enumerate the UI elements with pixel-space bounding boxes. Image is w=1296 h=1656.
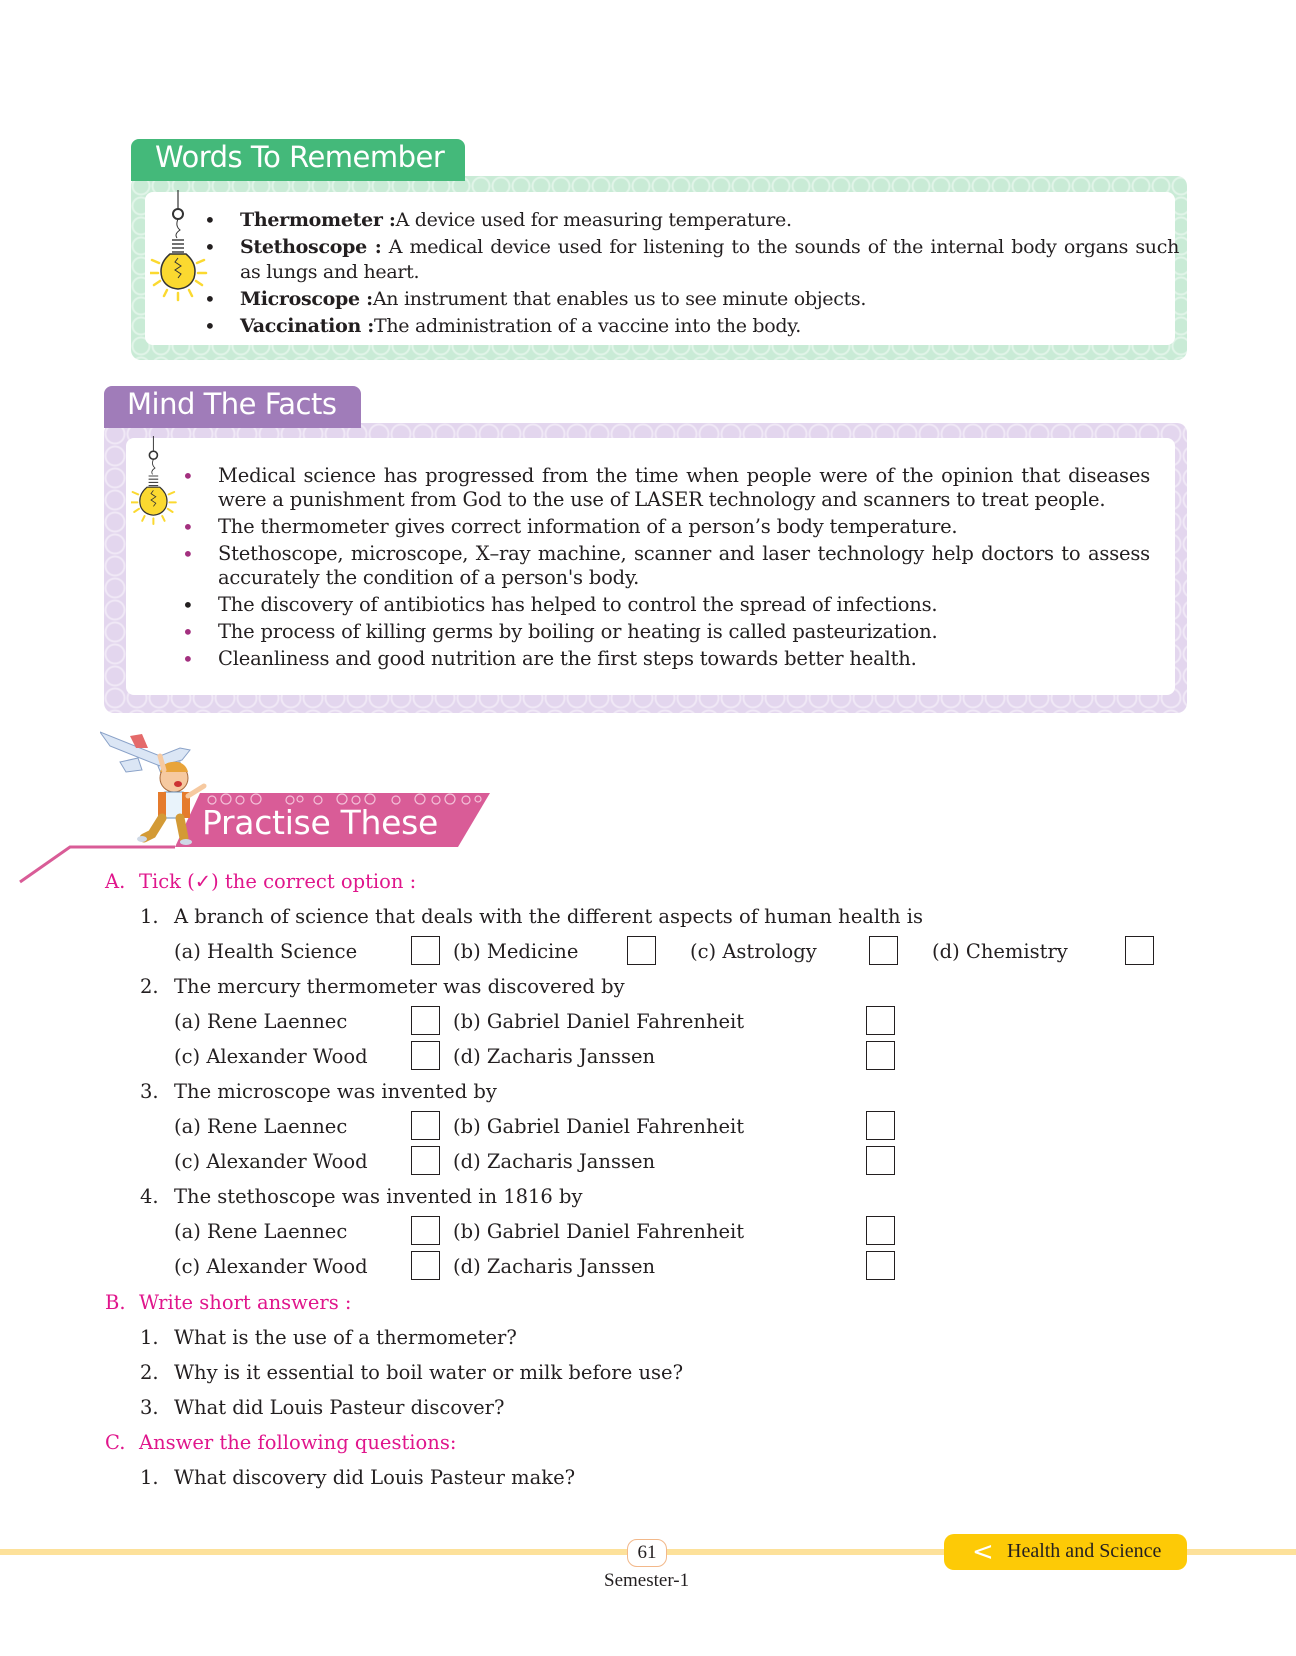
question-number: 2. (140, 1361, 159, 1384)
section-heading-text: Write short answers : (139, 1291, 352, 1314)
fact-item: • The discovery of antibiotics has helped to control the spread of infections. (182, 593, 1150, 617)
words-to-remember-tab (131, 139, 465, 181)
question-number: 3. (140, 1080, 159, 1103)
short-answer-question (140, 1396, 504, 1419)
option-checkbox[interactable] (411, 936, 440, 965)
mind-the-facts-title: Mind The Facts (127, 387, 337, 421)
option-checkbox[interactable] (866, 1006, 895, 1035)
term-item (204, 235, 1179, 285)
option-checkbox[interactable] (411, 1251, 440, 1280)
practise-these-title: Practise These (202, 803, 439, 842)
option-checkbox[interactable] (866, 1146, 895, 1175)
section-b-heading (105, 1291, 351, 1314)
option-checkbox[interactable] (411, 1006, 440, 1035)
chapter-title: Health and Science (1007, 1540, 1162, 1562)
words-to-remember-title: Words To Remember (155, 140, 445, 174)
option-checkbox[interactable] (411, 1041, 440, 1070)
question-number: 1. (140, 905, 159, 928)
fact-item: • The thermometer gives correct information of a person’s body temperature. (182, 515, 1150, 539)
fact-item: • Stethoscope, microscope, X–ray machine, scanner and laser technology help doctors to assess accurately the condition of a person's body. (182, 542, 1150, 590)
option-label: (d) Chemistry (932, 940, 1068, 963)
option-checkbox[interactable] (411, 1146, 440, 1175)
question-number: 1. (140, 1326, 159, 1349)
question-number: 3. (140, 1396, 159, 1419)
option-label: (a) Rene Laennec (174, 1010, 348, 1033)
section-letter: C. (105, 1431, 126, 1454)
semester-label: Semester-1 (604, 1570, 690, 1591)
option-label: (b) Medicine (453, 940, 579, 963)
term-label: Thermometer : (240, 209, 396, 231)
question-3 (140, 1080, 497, 1103)
option-label: (c) Alexander Wood (174, 1255, 368, 1278)
term-definition: A medical device used for listening to the sounds of the internal body organs such as lungs and heart. (240, 236, 1180, 283)
light-bulb-icon (131, 436, 179, 528)
term-definition: A device used for measuring temperature. (395, 209, 792, 231)
term-label: Stethoscope : (240, 236, 382, 258)
question-text: The microscope was invented by (174, 1080, 497, 1103)
term-item (204, 208, 1179, 233)
question-4 (140, 1185, 583, 1208)
option-label: (b) Gabriel Daniel Fahrenheit (453, 1220, 745, 1243)
option-checkbox[interactable] (411, 1111, 440, 1140)
option-checkbox[interactable] (866, 1216, 895, 1245)
section-heading-text: Answer the following questions: (139, 1431, 457, 1454)
mind-the-facts-tab (104, 386, 361, 428)
chevron-left-icon: < (972, 1537, 994, 1567)
section-a-heading (105, 870, 416, 893)
term-item (204, 287, 1179, 312)
term-label: Microscope : (240, 288, 373, 310)
chapter-tab[interactable] (944, 1534, 1187, 1570)
option-checkbox[interactable] (866, 1251, 895, 1280)
question-number: 1. (140, 1466, 159, 1489)
term-item (204, 314, 1179, 339)
question-text: What did Louis Pasteur discover? (174, 1396, 505, 1419)
option-checkbox[interactable] (411, 1216, 440, 1245)
question-2 (140, 975, 625, 998)
words-to-remember-list (204, 208, 1179, 341)
short-answer-question (140, 1361, 683, 1384)
fact-item: • The process of killing germs by boiling or heating is called pasteurization. (182, 620, 1150, 644)
option-label: (a) Rene Laennec (174, 1220, 348, 1243)
question-text: Why is it essential to boil water or milk before use? (174, 1361, 684, 1384)
question-text: A branch of science that deals with the different aspects of human health is (174, 905, 923, 928)
short-answer-question (140, 1326, 517, 1349)
question-text: The stethoscope was invented in 1816 by (174, 1185, 583, 1208)
question-text: The mercury thermometer was discovered by (174, 975, 625, 998)
section-letter: B. (105, 1291, 126, 1314)
fact-item: • Medical science has progressed from the time when people were of the opinion that diseases were a punishment from God to the use of LASER technology and scanners to treat people. (182, 464, 1150, 512)
option-label: (d) Zacharis Janssen (453, 1045, 656, 1068)
option-label: (c) Astrology (690, 940, 817, 963)
kid-with-airplane-illustration (100, 726, 240, 846)
term-definition: The administration of a vaccine into the body. (374, 315, 801, 337)
light-bulb-icon (150, 190, 210, 305)
option-checkbox[interactable] (866, 1041, 895, 1070)
option-checkbox[interactable] (627, 936, 656, 965)
option-label: (c) Alexander Wood (174, 1045, 368, 1068)
option-checkbox[interactable] (1125, 936, 1154, 965)
option-label: (b) Gabriel Daniel Fahrenheit (453, 1115, 745, 1138)
option-label: (a) Health Science (174, 940, 358, 963)
option-label: (b) Gabriel Daniel Fahrenheit (453, 1010, 745, 1033)
option-checkbox[interactable] (869, 936, 898, 965)
long-answer-question (140, 1466, 575, 1489)
question-1 (140, 905, 923, 928)
mind-the-facts-list (182, 464, 1150, 674)
option-label: (c) Alexander Wood (174, 1150, 368, 1173)
fact-item: • Cleanliness and good nutrition are the first steps towards better health. (182, 647, 1150, 671)
option-checkbox[interactable] (866, 1111, 895, 1140)
question-number: 2. (140, 975, 159, 998)
question-text: What is the use of a thermometer? (174, 1326, 517, 1349)
term-definition: An instrument that enables us to see minute objects. (372, 288, 867, 310)
page-number: 61 (627, 1539, 667, 1567)
option-label: (d) Zacharis Janssen (453, 1150, 656, 1173)
option-label: (a) Rene Laennec (174, 1115, 348, 1138)
section-heading-text: Tick (✓) the correct option : (139, 870, 417, 893)
question-number: 4. (140, 1185, 159, 1208)
option-label: (d) Zacharis Janssen (453, 1255, 656, 1278)
term-label: Vaccination : (240, 315, 374, 337)
question-text: What discovery did Louis Pasteur make? (174, 1466, 576, 1489)
section-letter: A. (105, 870, 126, 893)
section-c-heading (105, 1431, 456, 1454)
